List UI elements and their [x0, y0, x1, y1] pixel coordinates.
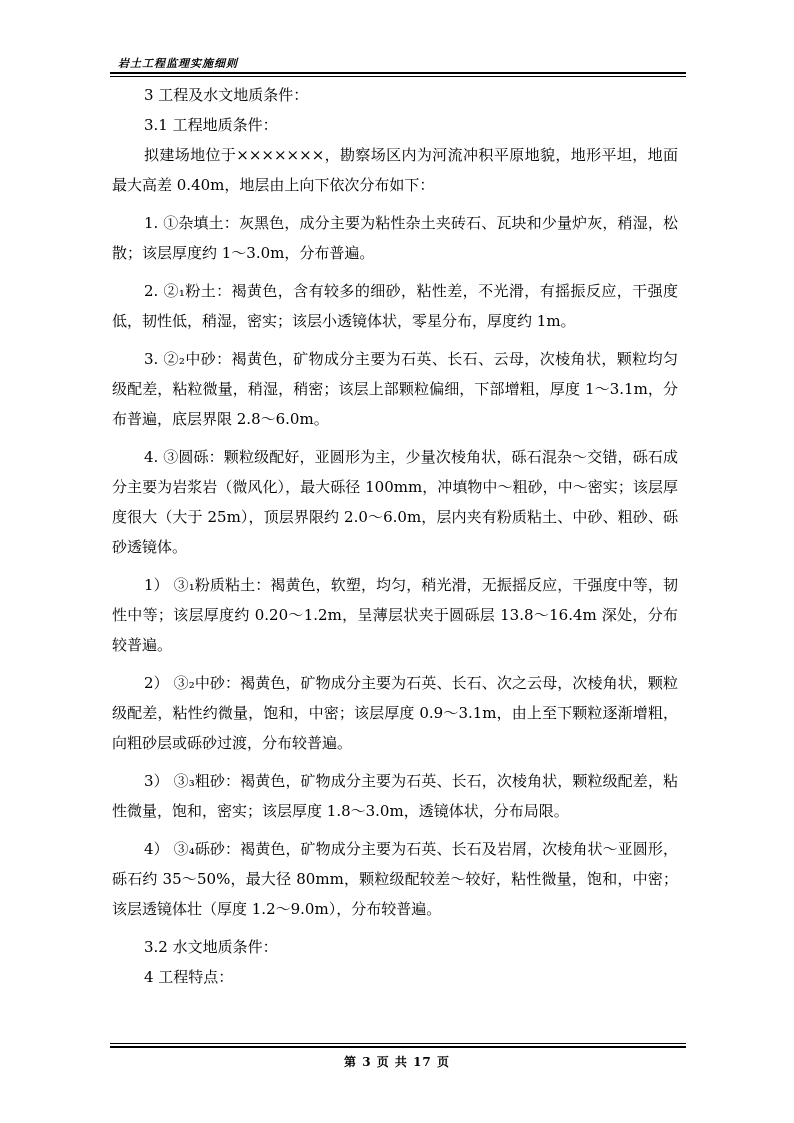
footer-rule-thin: [110, 1043, 686, 1044]
page-number: 第 3 页 共 17 页: [344, 1055, 450, 1069]
layer-item-4: 4. ③圆砾：颗粒级配好，亚圆形为主，少量次棱角状，砾石混杂～交错，砾石成分主要为岩浆岩（微风化），最大砾径 100mm，冲填物中～粗砂，中～密实；该层厚度很大（大于 25m），顶层界限约 2.0～6.0m，层内夹有粉质粘土、中砂、粗砂、砾砂透镜体。: [112, 448, 678, 556]
section-3-heading: 3 工程及水文地质条件：: [144, 86, 309, 104]
section-3-2-heading: 3.2 水文地质条件：: [144, 938, 278, 956]
document-body: [112, 80, 678, 992]
section-4-heading: 4 工程特点：: [144, 968, 234, 986]
header-rule-thick: [110, 72, 686, 74]
sublayer-item-2: 2） ③₂中砂：褐黄色，矿物成分主要为石英、长石、次之云母，次棱角状，颗粒级配差，粘性约微量，饱和，中密；该层厚度 0.9～3.1m，由上至下颗粒逐渐增粗，向粗砂层或砾砂过渡，分布较普遍。: [112, 674, 678, 752]
document-title: 岩土工程监理实施细则: [118, 57, 238, 70]
section-3-1-heading: 3.1 工程地质条件：: [144, 116, 278, 134]
sublayer-item-3: 3） ③₃粗砂：褐黄色，矿物成分主要为石英、长石，次棱角状，颗粒级配差，粘性微量，饱和，密实；该层厚度 1.8～3.0m，透镜体状，分布局限。: [112, 772, 678, 820]
layer-item-2: 2. ②₁粉土：褐黄色，含有较多的细砂，粘性差，不光滑，有摇振反应，干强度低，韧性低，稍湿，密实；该层小透镜体状，零星分布，厚度约 1m。: [112, 282, 678, 330]
footer-rule-thick: [110, 1046, 686, 1048]
header-rule-thin: [110, 76, 686, 77]
sublayer-item-1: 1） ③₁粉质粘土：褐黄色，软塑，均匀，稍光滑，无振摇反应，干强度中等，韧性中等；该层厚度约 0.20～1.2m，呈薄层状夹于圆砾层 13.8～16.4m 深处，分布较普遍。: [112, 576, 678, 654]
sublayer-item-4: 4） ③₄砾砂：褐黄色，矿物成分主要为石英、长石及岩屑，次棱角状～亚圆形，砾石约 35～50%，最大径 80mm，颗粒级配较差～较好，粘性微量，饱和，中密；该层透镜体壮（厚度 1.2～9.0m），分布较普遍。: [112, 840, 678, 918]
layer-item-3: 3. ②₂中砂：褐黄色，矿物成分主要为石英、长石、云母，次棱角状，颗粒均匀级配差，粘粒微量，稍湿，稍密；该层上部颗粒偏细，下部增粗，厚度 1～3.1m，分布普遍，底层界限 2.8～6.0m。: [112, 350, 678, 428]
intro-paragraph: 拟建场地位于×××××××，勘察场区内为河流冲积平原地貌，地形平坦，地面最大高差 0.40m，地层由上向下依次分布如下：: [112, 146, 678, 194]
layer-item-1: 1. ①杂填土：灰黑色，成分主要为粘性杂土夹砖石、瓦块和少量炉灰，稍湿，松散；该层厚度约 1～3.0m，分布普遍。: [112, 214, 678, 262]
